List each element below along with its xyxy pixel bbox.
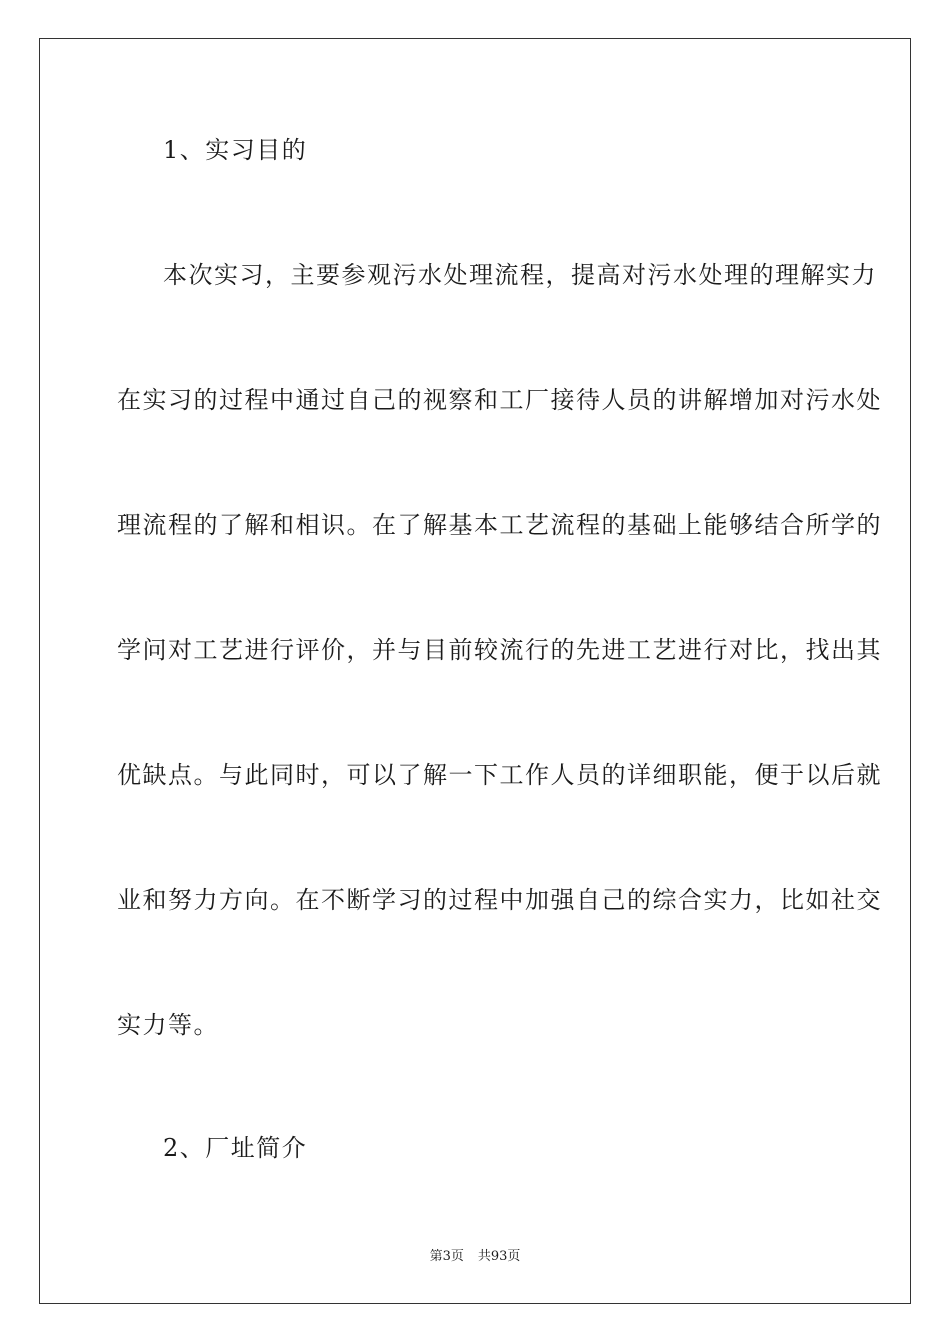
paragraph-line-3: 理流程的了解和相识。在了解基本工艺流程的基础上能够结合所学的 [117,511,882,539]
page-frame [39,38,911,1304]
section-heading-1: 1、实习目的 [163,136,308,164]
paragraph-line-4: 学问对工艺进行评价，并与目前较流行的先进工艺进行对比，找出其 [117,636,882,664]
paragraph-line-6: 业和努力方向。在不断学习的过程中加强自己的综合实力，比如社交 [117,886,882,914]
paragraph-line-2: 在实习的过程中通过自己的视察和工厂接待人员的讲解增加对污水处 [117,386,882,414]
paragraph-line-5: 优缺点。与此同时，可以了解一下工作人员的详细职能，便于以后就 [117,761,882,789]
page-footer [0,1248,950,1266]
total-pages: 共93页 [477,1249,521,1264]
section-heading-2: 2、厂址简介 [163,1134,308,1162]
page-number: 第3页 [429,1249,464,1264]
paragraph-line-7: 实力等。 [117,1011,219,1039]
paragraph-line-1: 本次实习，主要参观污水处理流程，提高对污水处理的理解实力 [163,261,877,289]
